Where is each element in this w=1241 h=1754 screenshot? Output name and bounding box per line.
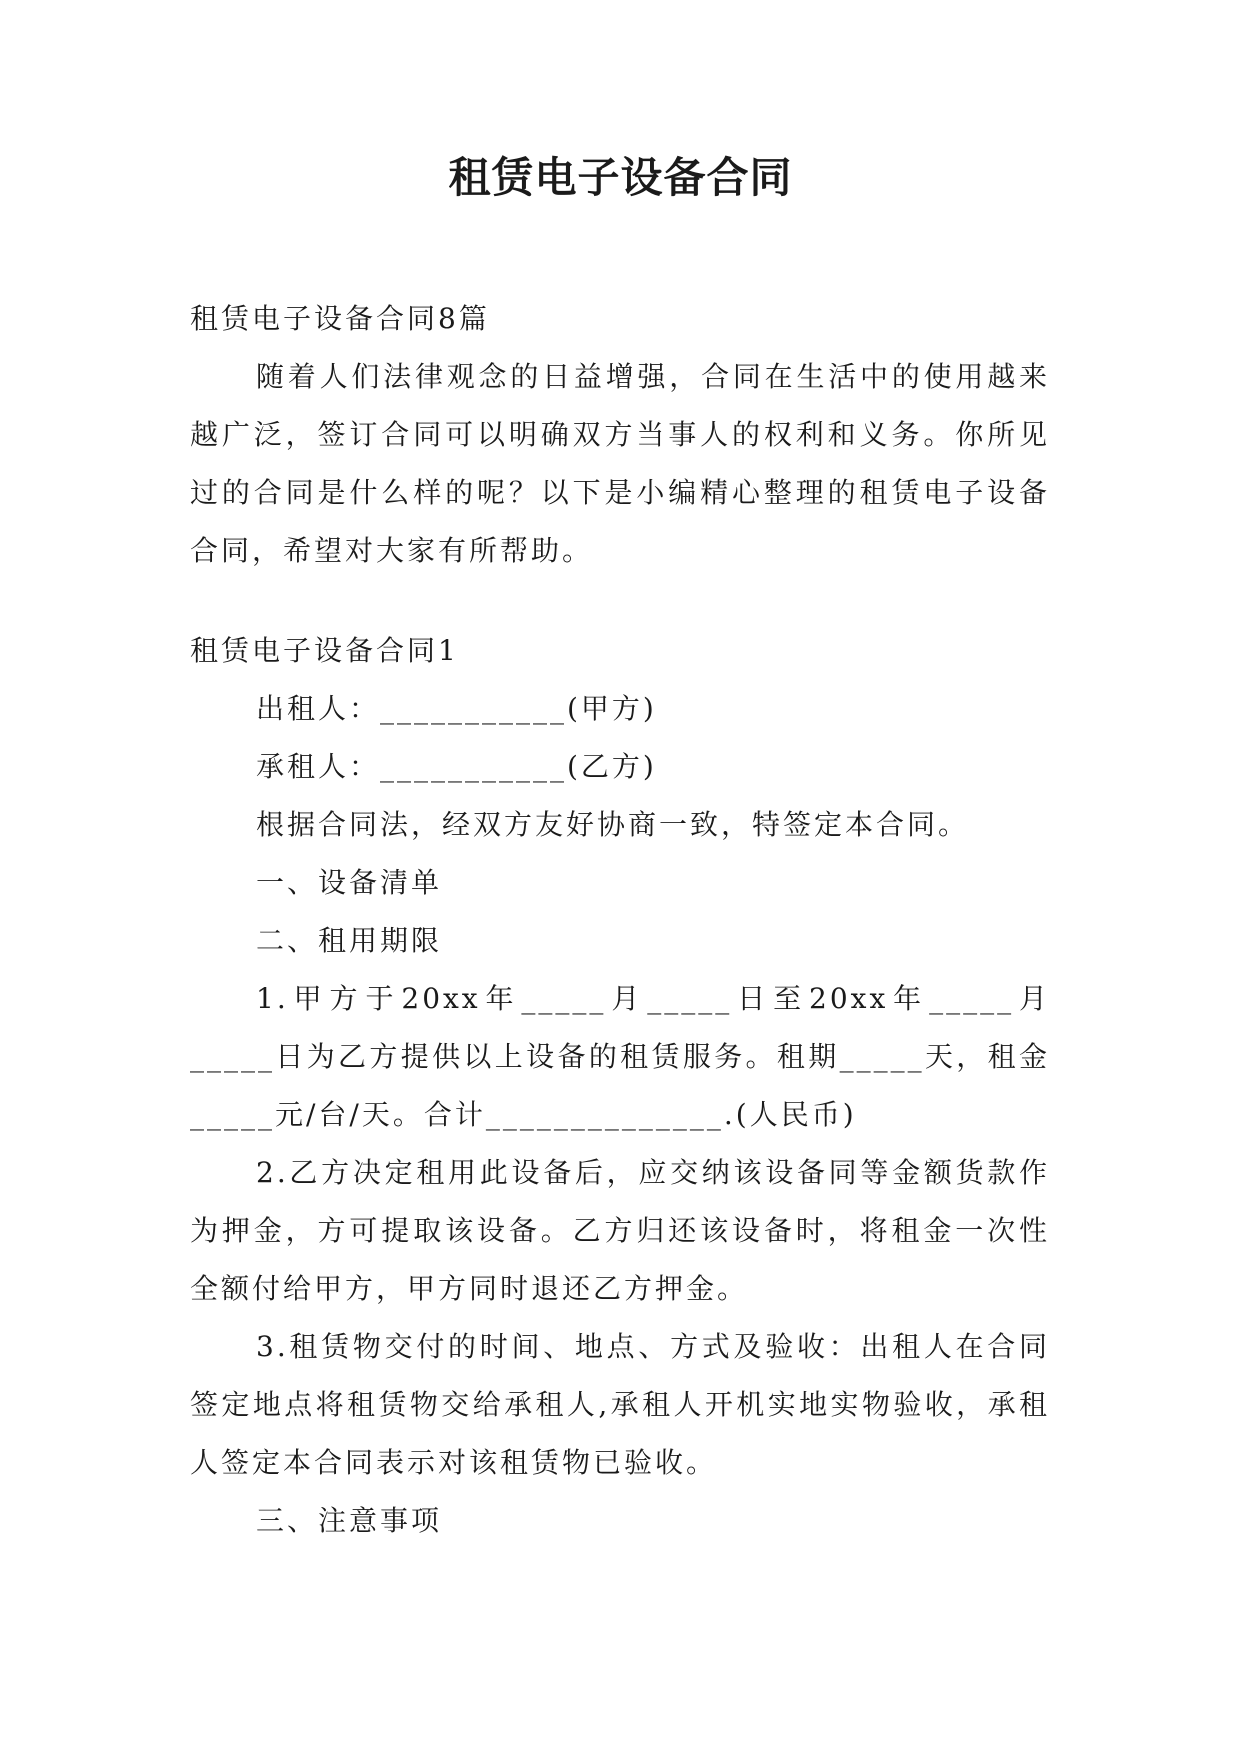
section-heading-equipment-list: 一、设备清单 [256, 866, 443, 899]
clause-1: 1.甲方于20xx年_____月_____日至20xx年_____月_____日为乙方提供以上设备的租赁服务。租期_____天，租金_____元/台/天。合计______________.(人民币) [190, 982, 1050, 1131]
contract-heading: 租赁电子设备合同1 [190, 634, 459, 667]
lessor-line: 出租人：___________(甲方) [256, 692, 657, 725]
lessee-line: 承租人：___________(乙方) [256, 750, 657, 783]
clause-3: 3.租赁物交付的时间、地点、方式及验收：出租人在合同签定地点将租赁物交给承租人,承租人开机实地实物验收，承租人签定本合同表示对该租赁物已验收。 [190, 1330, 1050, 1479]
clause-2: 2.乙方决定租用此设备后，应交纳该设备同等金额货款作为押金，方可提取该设备。乙方归还该设备时，将租金一次性全额付给甲方，甲方同时退还乙方押金。 [190, 1156, 1050, 1305]
section-heading-notes: 三、注意事项 [256, 1504, 443, 1537]
basis-paragraph: 根据合同法，经双方友好协商一致，特签定本合同。 [256, 808, 970, 841]
document-title: 租赁电子设备合同 [448, 153, 793, 202]
subtitle: 租赁电子设备合同8篇 [190, 302, 490, 335]
section-heading-lease-term: 二、租用期限 [256, 924, 443, 957]
document-body [190, 290, 1050, 1550]
intro-paragraph: 随着人们法律观念的日益增强，合同在生活中的使用越来越广泛，签订合同可以明确双方当事人的权利和义务。你所见过的合同是什么样的呢？以下是小编精心整理的租赁电子设备合同，希望对大家有所帮助。 [190, 360, 1050, 567]
